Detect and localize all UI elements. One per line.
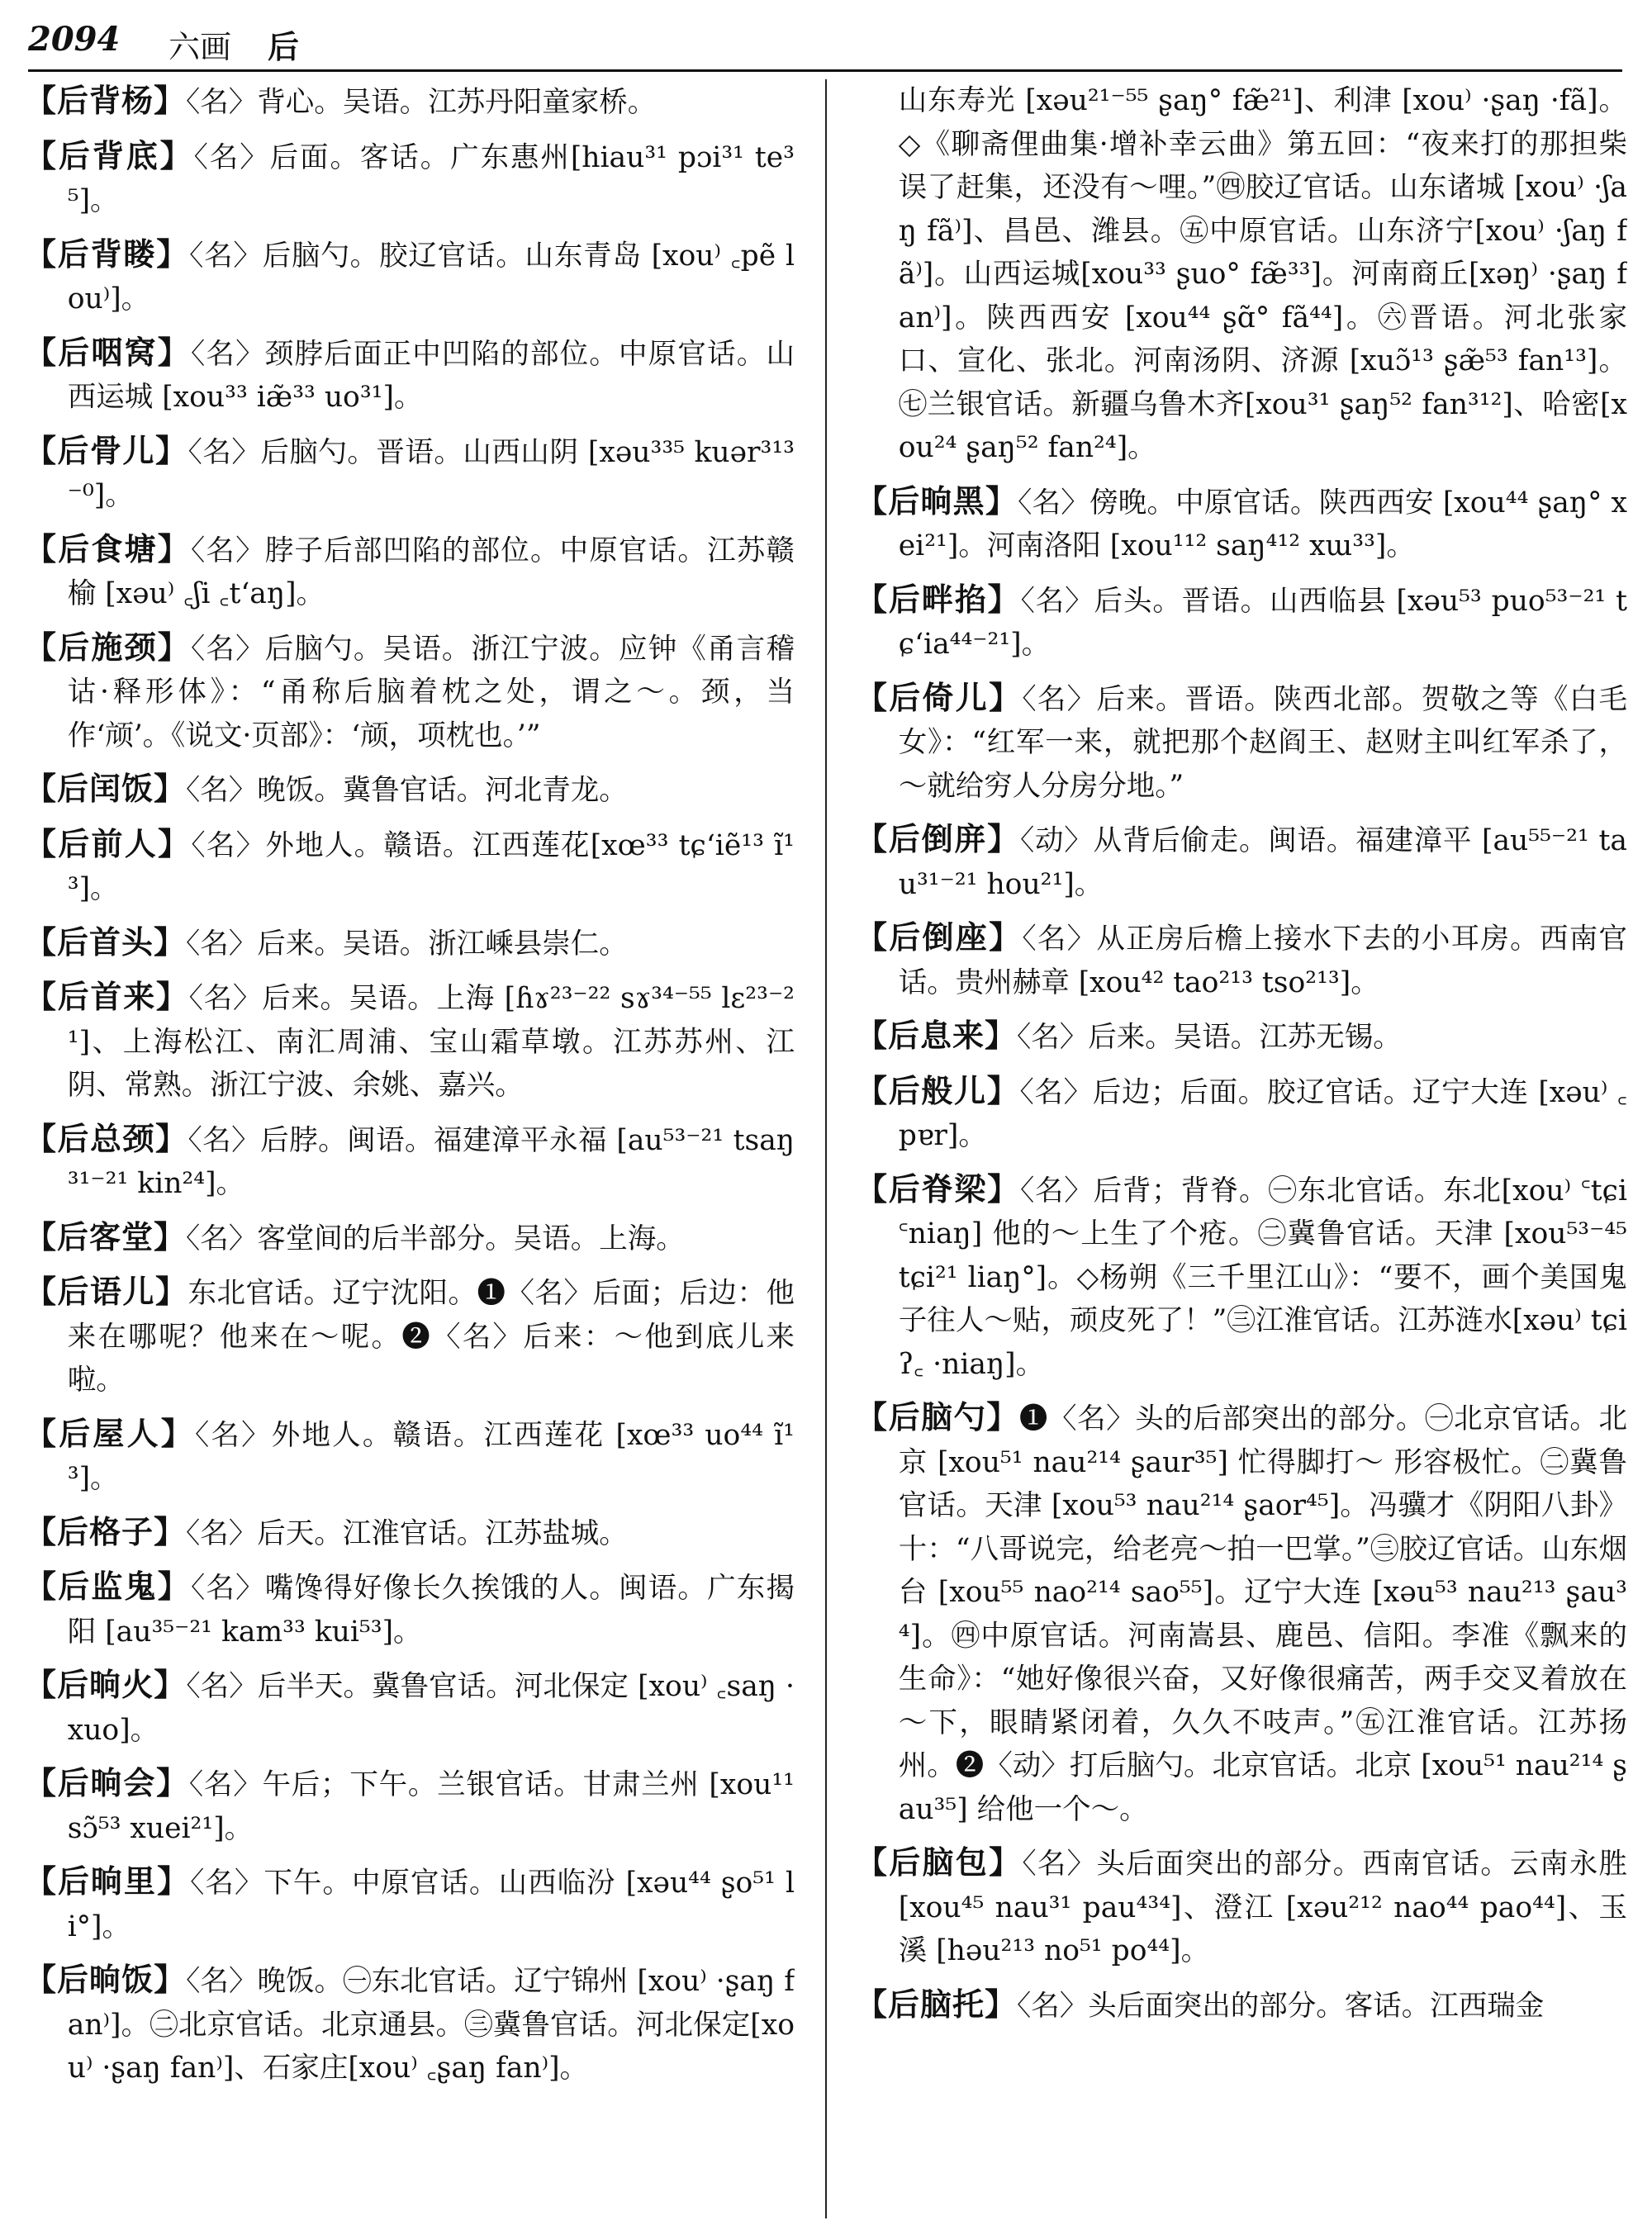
entry-definition: 东北官话。辽宁沈阳。❶〈名〉后面；后边：他来在哪呢？他来在～呢。❷〈名〉后来：～他到底儿来啦。 xyxy=(67,1277,795,1397)
dictionary-entry xyxy=(856,1168,1627,1387)
entry-headword: 【后背底】 xyxy=(25,136,194,174)
dictionary-entry xyxy=(25,528,795,616)
dictionary-entry xyxy=(25,1216,795,1261)
entry-definition: 〈名〉头后面突出的部分。客话。江西瑞金 xyxy=(1017,1989,1545,2023)
entry-headword: 【后倚儿】 xyxy=(856,678,1023,716)
entry-definition: 〈名〉颈脖后面正中凹陷的部位。中原官话。山西运城 [xou³³ iæ̃³³ uo³¹]。 xyxy=(67,337,795,414)
entry-headword: 【后晌火】 xyxy=(25,1666,187,1703)
dictionary-entry xyxy=(856,916,1627,1004)
dictionary-entry xyxy=(856,1014,1627,1060)
entry-headword: 【后语儿】 xyxy=(25,1273,188,1310)
entry-headword: 【后闰饭】 xyxy=(25,770,187,807)
entry-definition: 〈名〉从正房后檐上接水下去的小耳房。西南官话。贵州赫章 [xou⁴² tao²¹³ tso²¹³]。 xyxy=(898,923,1627,999)
entry-definition: 〈名〉脖子后部凹陷的部位。中原官话。江苏赣榆 [xəu⁾ ꜀ʃi ꜀tʻaŋ]。 xyxy=(67,534,795,610)
dictionary-entry xyxy=(25,1117,795,1206)
entry-headword: 【后倒庰】 xyxy=(856,820,1020,857)
running-headword: 后 xyxy=(268,28,300,65)
dictionary-entry xyxy=(856,578,1627,667)
dictionary-entry xyxy=(856,676,1627,809)
dictionary-entry xyxy=(25,975,795,1108)
entry-headword: 【后施颈】 xyxy=(25,628,191,666)
entry-headword: 【后晌黑】 xyxy=(856,482,1018,520)
entry-definition: 〈名〉傍晚。中原官话。陕西西安 [xou⁴⁴ ʂaŋ° xei²¹]。河南洛阳 [xou¹¹² saŋ⁴¹² xɯ³³]。 xyxy=(898,486,1627,562)
dictionary-entry xyxy=(856,1396,1627,1831)
entry-definition: 〈名〉后脑勺。吴语。浙江宁波。应钟《甬言稽诂·释形体》：“甬称后脑着枕之处，谓之～。颈，当作‘颃’。《说文·页部》：‘颃，项枕也。’” xyxy=(67,632,795,752)
entry-headword: 【后晌里】 xyxy=(25,1862,191,1900)
entry-headword: 【后倒座】 xyxy=(856,918,1023,956)
dictionary-entry xyxy=(25,921,795,966)
dictionary-entry xyxy=(25,767,795,813)
section-label: 六画 xyxy=(169,29,232,65)
dictionary-entry xyxy=(856,1070,1627,1158)
dictionary-entry xyxy=(25,135,795,223)
dictionary-entry xyxy=(25,626,795,758)
dictionary-entry xyxy=(25,1860,795,1948)
dictionary-entry xyxy=(25,429,795,518)
entry-headword: 【后前人】 xyxy=(25,824,192,862)
entry-definition: 〈名〉背心。吴语。江苏丹阳童家桥。 xyxy=(186,86,657,119)
entry-definition: 〈名〉后面。客话。广东惠州[hiau³¹ pɔi³¹ te³⁵]。 xyxy=(67,140,795,217)
entry-headword: 【后脊梁】 xyxy=(856,1170,1020,1208)
dictionary-entry xyxy=(25,1762,795,1850)
entry-headword: 【后食塘】 xyxy=(25,529,191,567)
entry-definition: 〈名〉晚饭。冀鲁官话。河北青龙。 xyxy=(186,774,628,807)
dictionary-entry xyxy=(25,1511,795,1556)
entry-definition: 〈名〉客堂间的后半部分。吴语。上海。 xyxy=(186,1222,685,1255)
dictionary-entry xyxy=(25,79,795,125)
entry-definition: 〈名〉后脑勺。晋语。山西山阴 [xəu³³⁵ kuər³¹³⁻⁰]。 xyxy=(67,435,795,512)
dictionary-entry xyxy=(25,1412,795,1501)
entry-headword: 【后首头】 xyxy=(25,923,187,961)
dictionary-entry xyxy=(25,233,795,321)
entry-definition: 〈名〉后头。晋语。山西临县 [xəu⁵³ puo⁵³⁻²¹ tɕʻia⁴⁴⁻²¹]。 xyxy=(898,584,1627,661)
entry-definition: 〈名〉后来。晋语。陕西北部。贺敬之等《白毛女》：“红军一来，就把那个赵阎王、赵财主叫红军杀了，～就给穷人分房分地。” xyxy=(898,682,1627,803)
entry-definition: ❶〈名〉头的后部突出的部分。㊀北京官话。北京 [xou⁵¹ nau²¹⁴ ʂaur³⁵] 忙得脚打～ 形容极忙。㊁冀鲁官话。天津 [xou⁵³ nau²¹⁴ ʂaor⁴⁵]。冯骥才《阴阳八卦》十：“八哥说完，给老亮～拍一巴掌。”㊂胶辽官话。山东烟台 [xou⁵⁵ nao²¹⁴ sao⁵⁵]。辽宁大连 [xəu⁵³ nau²¹³ ʂau³⁴]。㊃中原官话。河南嵩县、鹿邑、信阳。李准《飘来的生命》：“她好像很兴奋，又好像很痛苦，两手交叉着放在～下，眼睛紧闭着，久久不吱声。”㊄江淮官话。江苏扬州。❷〈动〉打后脑勺。北京官话。北京 [xou⁵¹ nau²¹⁴ ʂau³⁵] 给他一个～。 xyxy=(898,1402,1627,1826)
entry-definition: 〈名〉外地人。赣语。江西莲花[xœ³³ tɕʻiẽ¹³ ĩ¹³]。 xyxy=(67,828,795,905)
entry-definition: 〈名〉后来。吴语。浙江嵊县崇仁。 xyxy=(186,927,628,961)
entry-headword: 【后般儿】 xyxy=(856,1071,1020,1109)
page-number: 2094 xyxy=(28,20,121,59)
entry-headword: 【后屋人】 xyxy=(25,1414,195,1452)
entry-definition: 〈名〉后天。江淮官话。江苏盐城。 xyxy=(186,1516,628,1550)
entry-headword: 【后晌会】 xyxy=(25,1764,189,1801)
dictionary-entry xyxy=(856,1983,1627,2028)
entry-headword: 【后首来】 xyxy=(25,978,189,1015)
dictionary-entry xyxy=(856,1841,1627,1973)
entry-headword: 【后背杨】 xyxy=(25,82,187,119)
entry-definition: 〈名〉嘴馋得好像长久挨饿的人。闽语。广东揭阳 [au³⁵⁻²¹ kam³³ kui⁵³]。 xyxy=(67,1572,795,1649)
entry-headword: 【后监鬼】 xyxy=(25,1568,191,1605)
dictionary-entry xyxy=(25,331,795,420)
dictionary-entry xyxy=(25,1663,795,1752)
column-divider xyxy=(825,79,827,2218)
page-header xyxy=(28,15,1622,72)
entry-definition: 〈名〉头后面突出的部分。西南官话。云南永胜 [xou⁴⁵ nau³¹ pau⁴³⁴]、澄江 [xəu²¹² nao⁴⁴ pao⁴⁴]、玉溪 [həu²¹³ no⁵¹ po⁴⁴]。 xyxy=(898,1848,1627,1967)
entry-definition: 〈名〉后来。吴语。江苏无锡。 xyxy=(1017,1021,1402,1054)
dictionary-entry xyxy=(856,480,1627,568)
entry-definition: 〈名〉后脑勺。胶辽官话。山东青岛 [xou⁾ ꜀pẽ lou⁾]。 xyxy=(67,239,795,316)
entry-definition: 〈名〉后脖。闽语。福建漳平永福 [au⁵³⁻²¹ tsaŋ³¹⁻²¹ kin²⁴]。 xyxy=(67,1123,795,1200)
entry-definition: 〈名〉下午。中原官话。山西临汾 [xəu⁴⁴ ʂo⁵¹ li°]。 xyxy=(67,1867,795,1943)
entry-definition: 〈名〉午后；下午。兰银官话。甘肃兰州 [xou¹¹ sɔ̃⁵³ xuei²¹]。 xyxy=(67,1768,795,1845)
entry-definition: 〈动〉从背后偷走。闽语。福建漳平 [au⁵⁵⁻²¹ tau³¹⁻²¹ hou²¹]。 xyxy=(898,824,1627,901)
dictionary-entry xyxy=(856,818,1627,906)
left-column xyxy=(25,79,795,2210)
entry-headword: 【后脑勺】 xyxy=(856,1398,1019,1435)
entry-definition: 〈名〉外地人。赣语。江西莲花 [xœ³³ uo⁴⁴ ĩ¹³]。 xyxy=(67,1418,795,1495)
dictionary-entry xyxy=(25,1565,795,1654)
entry-definition: 〈名〉后边；后面。胶辽官话。辽宁大连 [xəu⁾ ꜀pɐr]。 xyxy=(898,1075,1627,1152)
entry-headword: 【后脑托】 xyxy=(856,1985,1018,2023)
dictionary-entry xyxy=(25,823,795,911)
entry-headword: 【后晌饭】 xyxy=(25,1961,187,1998)
entry-headword: 【后骨儿】 xyxy=(25,431,188,469)
entry-headword: 【后背䁖】 xyxy=(25,235,190,273)
entry-definition: 〈名〉晚饭。㊀东北官话。辽宁锦州 [xou⁾ ·ʂaŋ fan⁾]。㊁北京官话。北京通县。㊂冀鲁官话。河北保定[xou⁾ ·ʂaŋ fan⁾]、石家庄[xou⁾ ꜀ʂaŋ fan⁾]。 xyxy=(67,1965,795,2085)
entry-headword: 【后脑包】 xyxy=(856,1843,1023,1881)
entry-headword: 【后总颈】 xyxy=(25,1119,188,1157)
entry-headword: 【后客堂】 xyxy=(25,1217,187,1255)
dictionary-entry xyxy=(25,1958,795,2090)
entry-definition: 〈名〉后背；背脊。㊀东北官话。东北[xou⁾ ꜂tɕi ꜂niaŋ] 他的～上生了个疮。㊁冀鲁官话。天津 [xou⁵³⁻⁴⁵ tɕi²¹ liaŋ°]。◇杨朔《三千里江山》：“要不，画个美国鬼子往人～贴，顽皮死了！”㊂江淮官话。江苏涟水[xəu⁾ tɕiʔ꜀ ·niaŋ]。 xyxy=(898,1174,1627,1381)
entry-definition: 〈名〉后来。吴语。上海 [ɦɤ²³⁻²² sɤ³⁴⁻⁵⁵ lɛ²³⁻²¹]、上海松江、南汇周浦、宝山霜草墩。江苏苏州、江阴、常熟。浙江宁波、余姚、嘉兴。 xyxy=(67,982,795,1102)
dictionary-entry xyxy=(25,1270,795,1402)
entry-continuation xyxy=(856,79,1627,470)
entry-headword: 【后格子】 xyxy=(25,1512,187,1550)
entry-headword: 【后息来】 xyxy=(856,1017,1018,1054)
entry-headword: 【后咽窝】 xyxy=(25,333,191,371)
entry-definition: 〈名〉后半天。冀鲁官话。河北保定 [xou⁾ ꜀saŋ ·xuo]。 xyxy=(67,1670,795,1747)
entry-definition: 山东寿光 [xəu²¹⁻⁵⁵ ʂaŋ° fæ̃²¹]、利津 [xou⁾ ·ʂaŋ ·fã]。◇《聊斋俚曲集·增补幸云曲》第五回：“夜来打的那担柴误了赶集，还没有～哩。”㊃胶辽官话。山东诸城 [xou⁾ ·ʃaŋ fã⁾]、昌邑、潍县。㊄中原官话。山东济宁[xou⁾ ·ʃaŋ fã⁾]。山西运城[xou³³ ʂuo° fæ̃³³]。河南商丘[xəŋ⁾ ·ʂaŋ fan⁾]。陕西西安 [xou⁴⁴ ʂɑ̃° fã⁴⁴]。㊅晋语。河北张家口、宣化、张北。河南汤阴、济源 [xuɔ̃¹³ ʂæ̃⁵³ fan¹³]。㊆兰银官话。新疆乌鲁木齐[xou³¹ ʂaŋ⁵² fan³¹²]、哈密[xou²⁴ ʂaŋ⁵² fan²⁴]。 xyxy=(898,84,1627,464)
right-column xyxy=(856,79,1627,2210)
entry-headword: 【后畔掐】 xyxy=(856,580,1021,618)
